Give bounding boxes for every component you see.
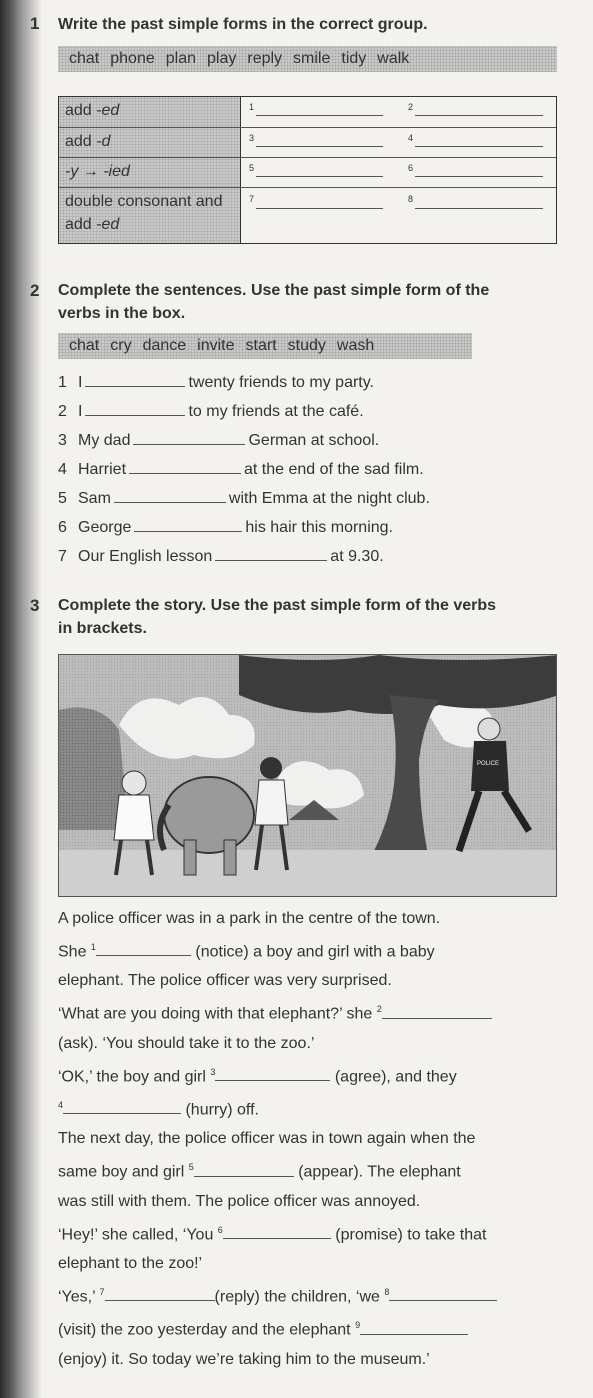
elephant-leg: [184, 840, 196, 875]
word-box-item: reply: [247, 50, 283, 67]
gap-number: 8: [384, 1286, 390, 1297]
word-box-item: cry: [110, 337, 132, 354]
word-box-item: tidy: [341, 50, 367, 67]
exercise-1-instruction: Write the past simple forms in the correct group.: [58, 16, 428, 33]
park-scene-illustration: [59, 655, 556, 896]
exercise-3-instruction: [58, 594, 496, 640]
table-row: [59, 97, 556, 128]
answer-blank[interactable]: [360, 1320, 468, 1335]
story-fragment: (notice) a boy and girl with a baby: [190, 943, 435, 961]
story-line: (enjoy) it. So today we’re taking him to the museum.’: [58, 1350, 430, 1368]
exercise-2-instruction: [58, 279, 489, 325]
girl-body: [114, 795, 154, 840]
story-line: was still with them. The police officer was annoyed.: [58, 1192, 421, 1210]
sentence-start: My dad: [78, 432, 131, 449]
answer-blank[interactable]: [415, 146, 543, 147]
answer-blank[interactable]: [415, 176, 543, 177]
story-fragment: (agree), and they: [330, 1067, 457, 1085]
answer-number: 8: [408, 194, 414, 204]
answer-blank[interactable]: [256, 146, 383, 147]
baby-elephant: [164, 777, 254, 853]
answer-blank[interactable]: [215, 1066, 330, 1081]
answer-number: 2: [408, 102, 414, 112]
word-box-item: chat: [69, 50, 100, 67]
sentence-end: with Emma at the night club.: [228, 490, 430, 507]
table-row: [59, 188, 556, 243]
word-box-item: plan: [165, 50, 196, 67]
story-line: The next day, the police officer was in town again when the: [58, 1130, 476, 1148]
answer-blank[interactable]: [96, 941, 191, 956]
answer-number: 5: [249, 163, 255, 173]
police-vest-text: POLICE: [477, 761, 500, 767]
answer-blank[interactable]: [194, 1162, 294, 1177]
sentence-end: to my friends at the café.: [188, 403, 364, 420]
story-line: A police officer was in a park in the centre of the town.: [58, 910, 441, 927]
exercise-3-number: 3: [30, 596, 40, 615]
story-fragment: ‘Yes,’: [58, 1288, 100, 1306]
sentence-item: [58, 517, 393, 538]
gap-number: 1: [90, 942, 96, 952]
story-line: elephant. The police officer was very surprised.: [58, 972, 392, 990]
sentence-number: 1: [58, 374, 67, 391]
word-box-item: start: [245, 337, 277, 354]
word-box-item: play: [207, 50, 237, 67]
group-label: [59, 188, 241, 243]
sentence-item: [58, 430, 379, 451]
answer-blank[interactable]: [223, 1224, 331, 1239]
story-fragment: She: [58, 943, 91, 961]
answer-number: 7: [249, 194, 255, 204]
story-fragment: (visit) the zoo yesterday and the elephant: [58, 1321, 356, 1339]
story-line: [58, 1091, 558, 1124]
gap-number: 2: [376, 1004, 382, 1015]
answer-blank[interactable]: [256, 176, 383, 177]
sentence-end: twenty friends to my party.: [188, 374, 374, 391]
answer-number: 4: [408, 133, 414, 143]
sentence-start: I: [78, 374, 83, 391]
word-box-item: study: [287, 337, 326, 354]
table-row: [59, 128, 556, 158]
group-label-ending: -ed: [96, 102, 120, 119]
story-line: [58, 933, 558, 966]
story-line: elephant to the zoo!’: [58, 1254, 203, 1272]
word-box-item: dance: [142, 337, 187, 354]
officer-head: [478, 718, 500, 740]
sentence-item: [58, 372, 374, 393]
table-row: [59, 158, 556, 188]
sentence-end: German at school.: [248, 432, 380, 449]
story-line: [58, 1278, 558, 1311]
word-box-item: invite: [197, 337, 235, 354]
story-line: [58, 995, 558, 1028]
instruction-line: in brackets.: [58, 620, 147, 637]
word-box-item: walk: [377, 50, 410, 67]
gap-number: 5: [188, 1162, 194, 1173]
story-text: [58, 904, 558, 1374]
girl-head: [122, 771, 146, 795]
answer-number: 1: [249, 102, 255, 112]
answer-blank[interactable]: [382, 1004, 492, 1019]
answer-blank[interactable]: [256, 208, 383, 209]
answer-blank[interactable]: [415, 115, 543, 116]
story-line: [58, 1058, 558, 1091]
exercise-2-number: 2: [30, 281, 40, 300]
gap-number: 4: [58, 1099, 64, 1110]
instruction-line: verbs in the box.: [58, 305, 186, 322]
answer-blank[interactable]: [85, 372, 185, 387]
group-label-text: double consonant and add: [65, 193, 223, 233]
group-label-text: add: [65, 102, 97, 119]
sentence-number: 5: [58, 490, 67, 507]
sentence-number: 3: [58, 432, 67, 449]
spelling-groups-table: [58, 96, 557, 244]
sentence-item: [58, 401, 364, 422]
book-spine-shadow: [0, 0, 42, 1398]
instruction-line: Complete the story. Use the past simple form of the verbs: [58, 597, 497, 614]
exercise-2-word-box: [58, 333, 472, 359]
instruction-line: Complete the sentences. Use the past simple form of the: [58, 282, 490, 299]
answer-blank[interactable]: [215, 546, 327, 561]
answer-blank[interactable]: [133, 430, 245, 445]
sentence-start: I: [78, 403, 83, 420]
sentence-start: Harriet: [78, 461, 127, 478]
answer-blank[interactable]: [134, 517, 242, 532]
elephant-leg: [224, 840, 236, 875]
group-label-ending: -d: [96, 133, 111, 150]
gap-number: 6: [217, 1224, 223, 1235]
story-line: [58, 1153, 558, 1186]
word-box-item: smile: [293, 50, 331, 67]
answer-blank[interactable]: [389, 1286, 497, 1301]
answer-blank[interactable]: [129, 459, 241, 474]
story-line: [58, 1216, 558, 1249]
story-line: [58, 1311, 558, 1344]
story-fragment: ‘Hey!’ she called, ‘You: [58, 1225, 218, 1243]
word-box-item: wash: [336, 337, 375, 354]
group-label: [59, 158, 241, 187]
group-label: [59, 128, 241, 157]
sentence-item: [58, 488, 430, 509]
story-fragment: (appear). The elephant: [293, 1163, 461, 1181]
sentence-number: 2: [58, 403, 67, 420]
group-label-text: add: [65, 133, 97, 150]
story-fragment: (promise) to take that: [330, 1225, 487, 1243]
ground: [59, 850, 556, 896]
group-label-ending: -y → -ied: [65, 163, 130, 180]
sentence-end: at 9.30.: [330, 548, 384, 565]
sentence-start: Our English lesson: [78, 548, 213, 565]
answer-blank[interactable]: [114, 488, 226, 503]
sentence-start: Sam: [78, 490, 111, 507]
sentence-number: 6: [58, 519, 67, 536]
sentence-end: his hair this morning.: [245, 519, 393, 536]
answer-blank[interactable]: [415, 208, 543, 209]
story-fragment: (hurry) off.: [181, 1101, 259, 1119]
story-fragment: ‘OK,’ the boy and girl: [58, 1067, 211, 1085]
answer-blank[interactable]: [63, 1099, 181, 1114]
group-label: [59, 97, 241, 127]
group-label-ending: -ed: [96, 216, 120, 233]
story-fragment: (reply) the children, ‘we: [214, 1288, 385, 1306]
story-fragment: same boy and girl: [58, 1163, 189, 1181]
boy-body: [255, 780, 288, 825]
answer-blank[interactable]: [105, 1286, 215, 1301]
gap-number: 3: [210, 1066, 216, 1077]
story-fragment: ‘What are you doing with that elephant?’ she: [58, 1005, 377, 1023]
sentence-end: at the end of the sad film.: [244, 461, 424, 478]
sentence-item: [58, 546, 384, 567]
sentence-item: [58, 459, 424, 480]
exercise-1-number: 1: [30, 14, 40, 33]
sentence-number: 7: [58, 548, 67, 565]
answer-blank[interactable]: [256, 115, 383, 116]
exercise-1-word-box: [58, 46, 557, 72]
story-line: (ask). ‘You should take it to the zoo.’: [58, 1034, 315, 1052]
sentence-start: George: [78, 519, 132, 536]
sentence-number: 4: [58, 461, 67, 478]
boy-head: [260, 757, 282, 779]
word-box-item: chat: [69, 337, 100, 354]
story-illustration: [58, 654, 557, 897]
answer-number: 3: [249, 133, 255, 143]
answer-number: 6: [408, 163, 414, 173]
answer-blank[interactable]: [85, 401, 185, 416]
gap-number: 9: [355, 1320, 361, 1331]
gap-number: 7: [99, 1286, 105, 1297]
word-box-item: phone: [110, 50, 155, 67]
